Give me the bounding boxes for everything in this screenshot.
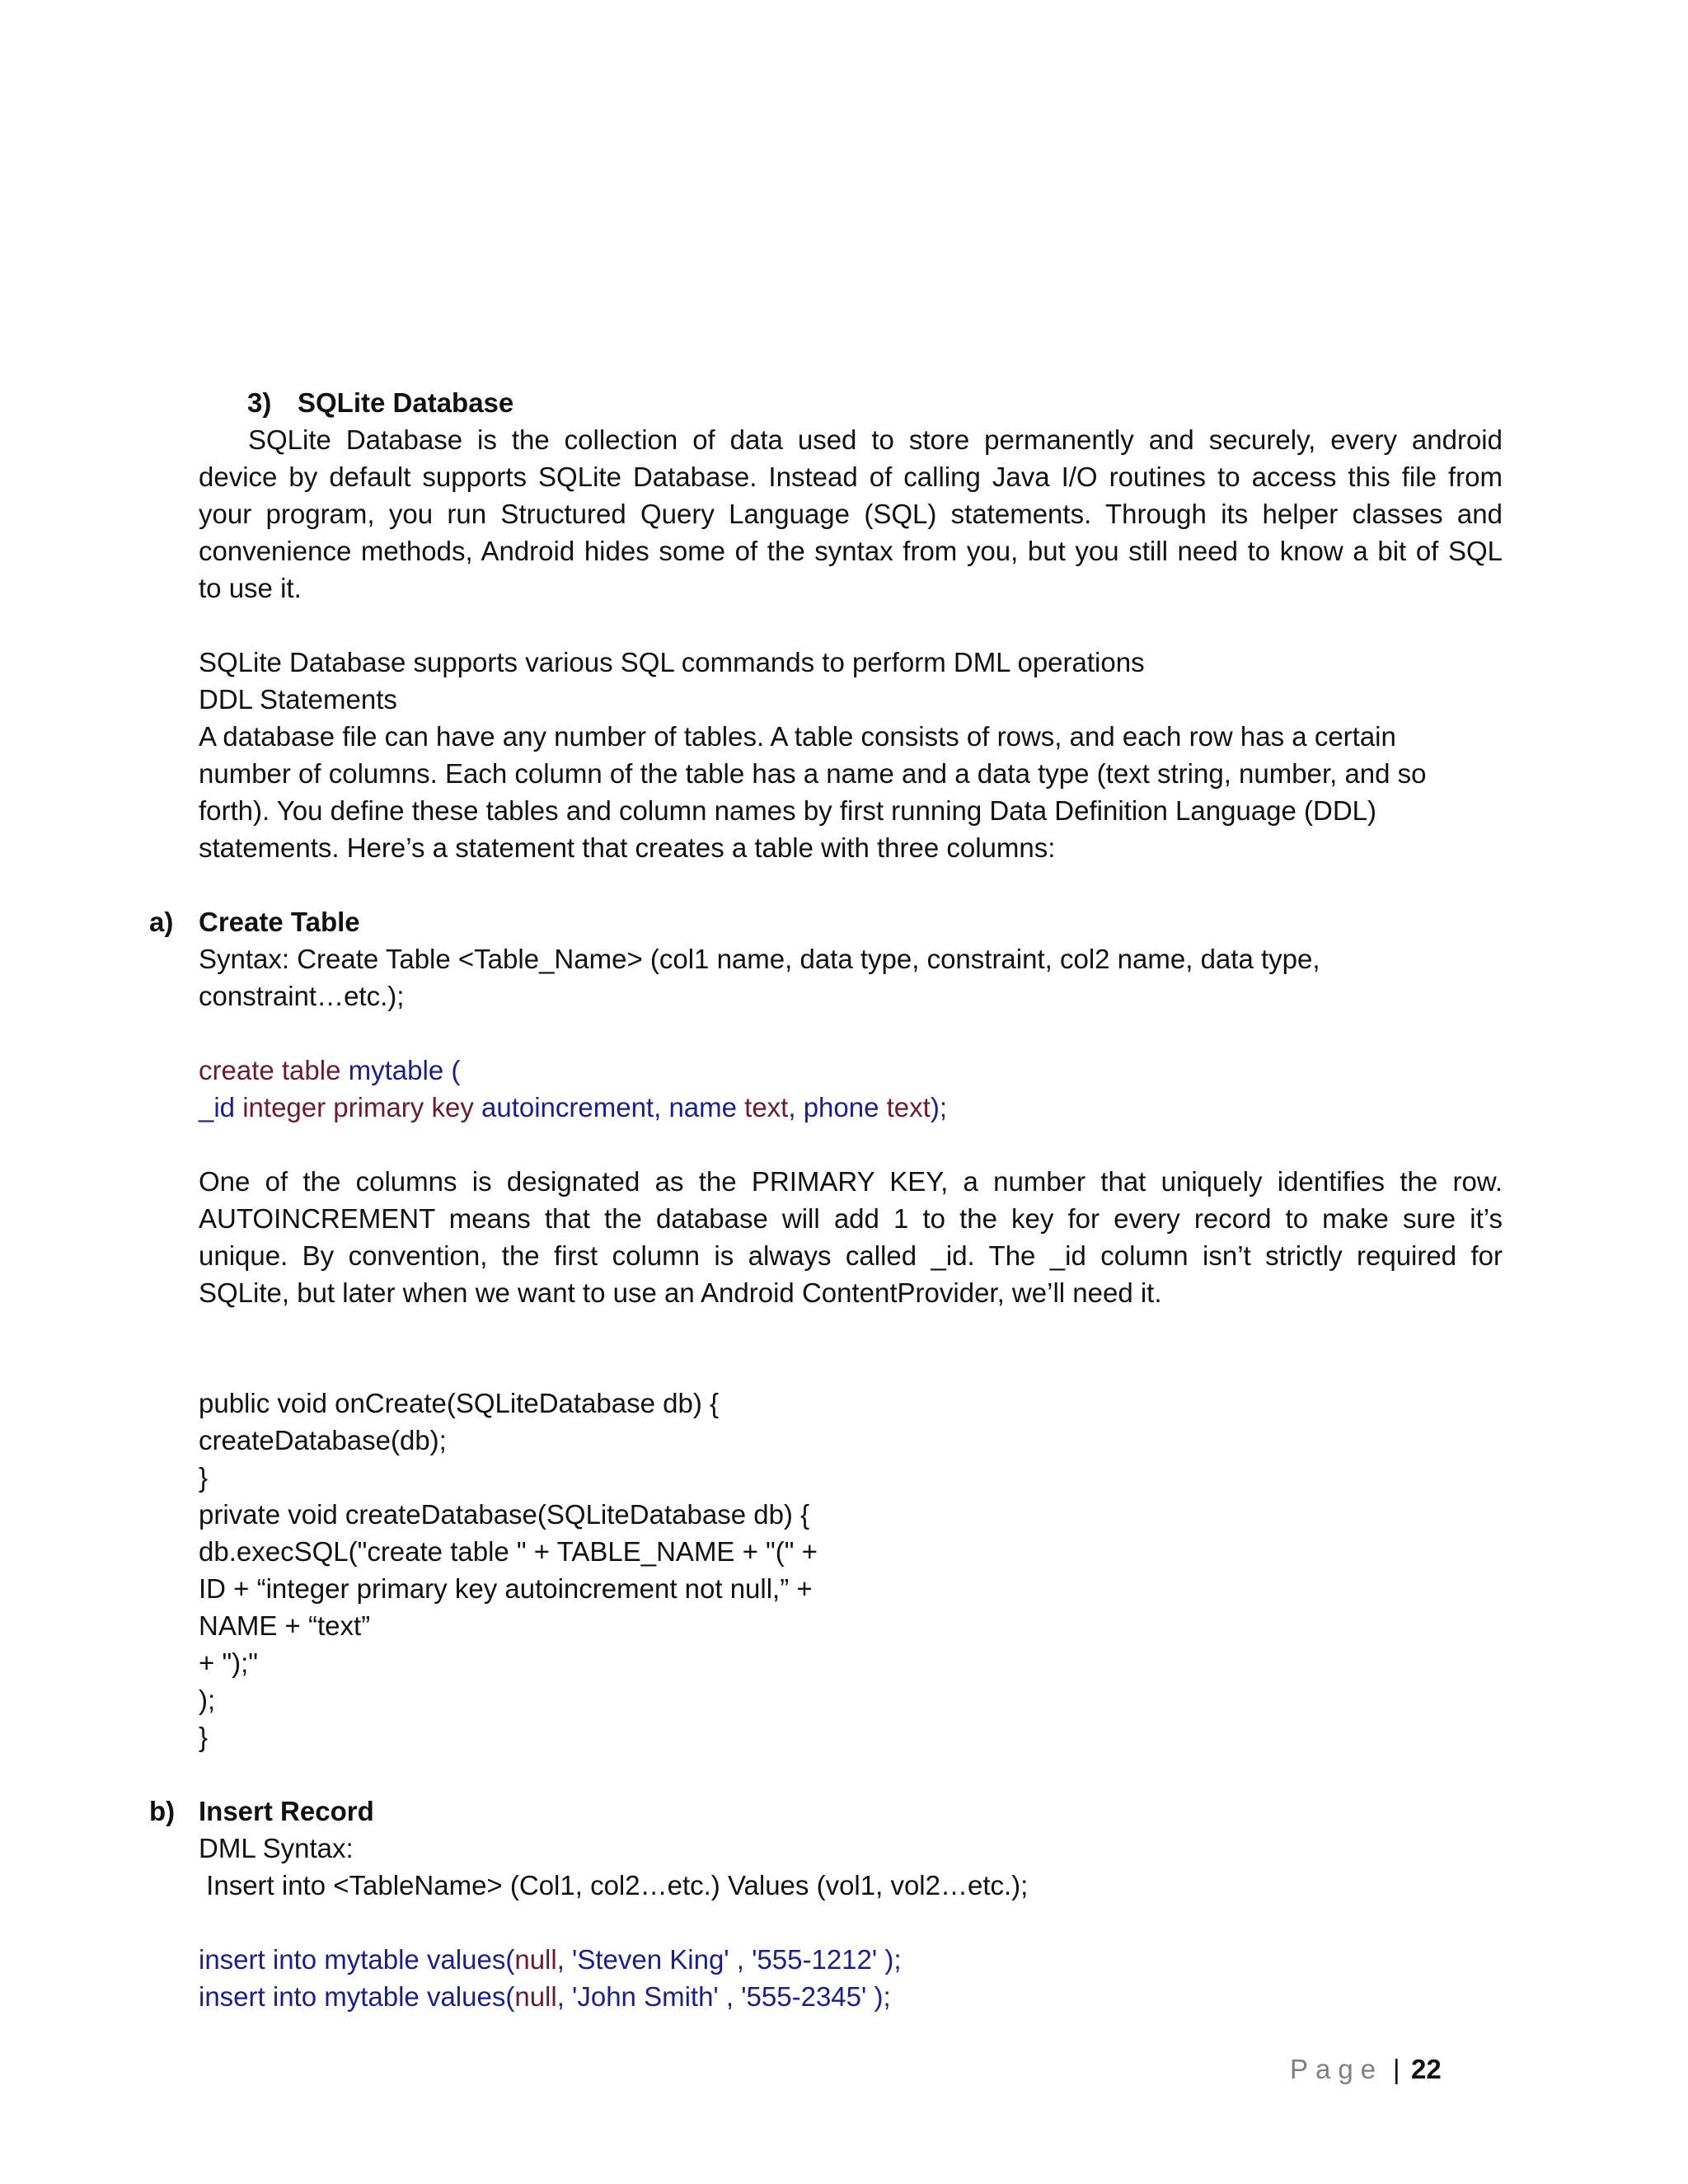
insert-record-title: Insert Record	[199, 1796, 374, 1826]
create-table-marker: a)	[149, 907, 174, 937]
code-line-1: public void onCreate(SQLiteDatabase db) {	[199, 1388, 720, 1418]
code-line-4: private void createDatabase(SQLiteDatabase db) {	[199, 1499, 810, 1530]
sql-keyword: null	[514, 1944, 557, 1975]
ddl-line-2: number of columns. Each column of the table has a name and a data type (text string, number, and so	[199, 758, 1427, 789]
section-number: 3)	[247, 387, 272, 418]
footer-separator: |	[1393, 2054, 1400, 2084]
insert-syntax-line: Insert into <TableName> (Col1, col2…etc.) Values (vol1, vol2…etc.);	[199, 1870, 1029, 1900]
ddl-line-4: statements. Here’s a statement that creates a table with three columns:	[199, 832, 1056, 863]
code-line-7: NAME + “text”	[199, 1610, 371, 1641]
insert-syntax-label: DML Syntax:	[199, 1833, 354, 1863]
intro-line-4: convenience methods, Android hides some of the syntax from you, but you still need to know a bit of SQL	[199, 536, 1503, 566]
create-sql-line-1	[199, 1052, 460, 1089]
sql-identifier: _id	[199, 1092, 243, 1122]
sql-identifier: , 'Steven King' , '555-1212' );	[556, 1944, 902, 1975]
code-line-9: );	[199, 1685, 216, 1715]
sql-keyword: null	[514, 1981, 557, 2012]
intro-line-2: device by default supports SQLite Database. Instead of calling Java I/O routines to access this file from	[199, 462, 1503, 492]
code-line-8: + ");"	[199, 1647, 259, 1678]
code-line-2: createDatabase(db);	[199, 1425, 447, 1455]
code-line-10: }	[199, 1722, 209, 1752]
insert-record-marker: b)	[149, 1796, 176, 1826]
explain-line-1: One of the columns is designated as the PRIMARY KEY, a number that uniquely identifies the row.	[199, 1166, 1503, 1197]
sql-identifier: , phone	[788, 1092, 887, 1122]
intro-line-1: SQLite Database is the collection of data used to store permanently and securely, every android	[248, 424, 1503, 455]
sql-keyword: text	[744, 1092, 789, 1122]
explain-line-4: SQLite, but later when we want to use an Android ContentProvider, we’ll need it.	[199, 1277, 1162, 1308]
sql-identifier: mytable (	[348, 1055, 461, 1085]
sql-identifier: , 'John Smith' , '555-2345' );	[556, 1981, 891, 2012]
ddl-line-3: forth). You define these tables and column names by first running Data Definition Language (DDL)	[199, 795, 1377, 826]
explain-line-2: AUTOINCREMENT means that the database will add 1 to the key for every record to make sure it’s	[199, 1203, 1503, 1234]
sql-punctuation: );	[930, 1092, 948, 1122]
intro-line-5: to use it.	[199, 573, 302, 603]
insert-sql-line-1	[199, 1941, 902, 1978]
code-line-6: ID + “integer primary key autoincrement not null,” +	[199, 1573, 813, 1604]
sql-keyword: text	[886, 1092, 931, 1122]
sql-keyword: integer primary key	[242, 1092, 481, 1122]
insert-sql-line-2	[199, 1978, 891, 2015]
create-syntax-line-2: constraint…etc.);	[199, 981, 405, 1011]
supports-line: SQLite Database supports various SQL commands to perform DML operations	[199, 647, 1145, 677]
ddl-line-1: A database file can have any number of tables. A table consists of rows, and each row has a certain	[199, 721, 1396, 752]
sql-identifier: insert into mytable values(	[199, 1944, 515, 1975]
code-line-5: db.execSQL("create table " + TABLE_NAME + "(" +	[199, 1536, 818, 1567]
intro-line-3: your program, you run Structured Query Language (SQL) statements. Through its helper classes and	[199, 499, 1503, 529]
explain-line-3: unique. By convention, the first column is always called _id. The _id column isn’t strictly required for	[199, 1240, 1503, 1271]
create-table-title: Create Table	[199, 907, 360, 937]
page-label: Page	[1290, 2054, 1384, 2084]
ddl-heading: DDL Statements	[199, 684, 397, 715]
sql-identifier: autoincrement, name	[481, 1092, 745, 1122]
create-sql-line-2	[199, 1089, 947, 1126]
code-line-3: }	[199, 1462, 209, 1493]
sql-identifier: insert into mytable values(	[199, 1981, 515, 2012]
sql-keyword: create table	[199, 1055, 349, 1085]
section-title: SQLite Database	[298, 387, 514, 418]
page-number: 22	[1411, 2054, 1442, 2084]
create-syntax-line-1: Syntax: Create Table <Table_Name> (col1 name, data type, constraint, col2 name, data type,	[199, 944, 1320, 974]
